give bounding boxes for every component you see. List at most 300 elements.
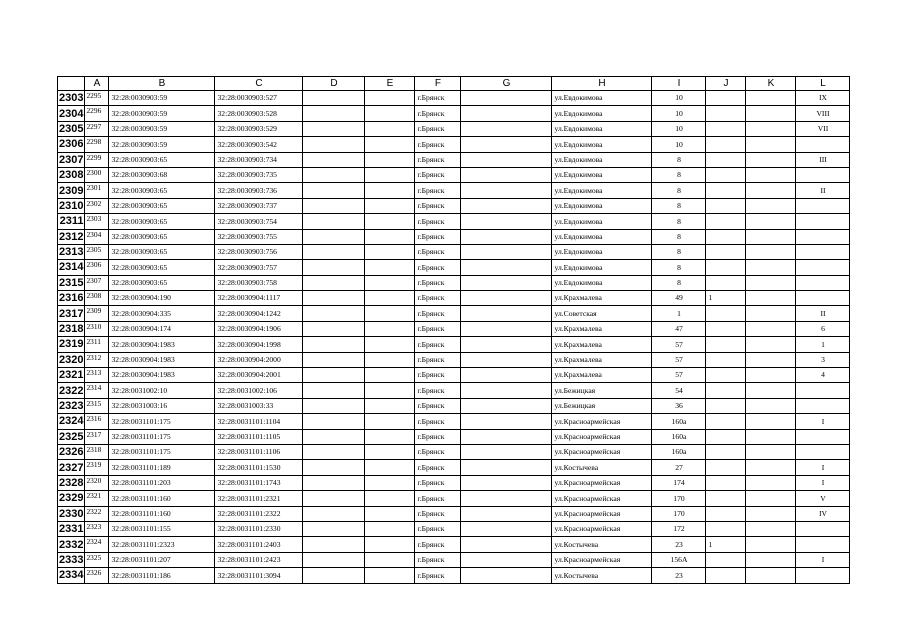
cell-g[interactable] [461, 291, 552, 306]
cell-c[interactable]: 32:28:0031002:106 [215, 383, 303, 398]
cell-h[interactable]: ул.Красноармейская [552, 506, 652, 521]
cell-h[interactable]: ул.Евдокимова [552, 152, 652, 167]
cell-i[interactable]: 23 [652, 537, 706, 552]
cell-a[interactable]: 2323 [85, 521, 109, 536]
cell-i[interactable]: 8 [652, 229, 706, 244]
cell-l[interactable]: II [796, 183, 850, 198]
cell-c[interactable]: 32:28:0030903:736 [215, 183, 303, 198]
cell-b[interactable]: 32:28:0031101:2323 [109, 537, 215, 552]
row-number[interactable]: 2303 [59, 92, 84, 105]
cell-h[interactable]: ул.Евдокимова [552, 183, 652, 198]
row-number[interactable]: 2312 [59, 230, 84, 243]
cell-h[interactable]: ул.Евдокимова [552, 137, 652, 152]
cell-l[interactable] [796, 444, 850, 459]
cell-j[interactable] [706, 475, 746, 490]
cell-i[interactable]: 10 [652, 121, 706, 136]
cell-l[interactable]: I [796, 414, 850, 429]
cell-k[interactable] [746, 383, 796, 398]
cell-h[interactable]: ул.Евдокимова [552, 91, 652, 106]
cell-i[interactable]: 156А [652, 552, 706, 567]
cell-j[interactable] [706, 460, 746, 475]
cell-j[interactable] [706, 306, 746, 321]
cell-d[interactable] [303, 291, 365, 306]
cell-b[interactable]: 32:28:0030904:335 [109, 306, 215, 321]
cell-c[interactable]: 32:28:0030904:1906 [215, 321, 303, 336]
row-number[interactable]: 2326 [59, 446, 84, 459]
cell-c[interactable]: 32:28:0031101:1106 [215, 444, 303, 459]
cell-k[interactable] [746, 229, 796, 244]
cell-e[interactable] [365, 121, 415, 136]
cell-l[interactable]: III [796, 152, 850, 167]
row-number[interactable]: 2331 [59, 523, 84, 536]
cell-a[interactable]: 2315 [85, 398, 109, 413]
cell-h[interactable]: ул.Красноармейская [552, 429, 652, 444]
cell-j[interactable] [706, 244, 746, 259]
cell-j[interactable] [706, 214, 746, 229]
row-number[interactable]: 2325 [59, 430, 84, 443]
cell-h[interactable]: ул.Бежицкая [552, 383, 652, 398]
cell-c[interactable]: 32:28:0030903:737 [215, 198, 303, 213]
cell-a[interactable]: 2326 [85, 568, 109, 583]
row-number[interactable]: 2333 [59, 553, 84, 566]
cell-b[interactable]: 32:28:0030903:59 [109, 137, 215, 152]
cell-j[interactable] [706, 275, 746, 290]
cell-g[interactable] [461, 260, 552, 275]
cell-k[interactable] [746, 552, 796, 567]
cell-c[interactable]: 32:28:0030903:527 [215, 91, 303, 106]
cell-h[interactable]: ул.Крахмалева [552, 321, 652, 336]
cell-d[interactable] [303, 460, 365, 475]
cell-k[interactable] [746, 106, 796, 121]
cell-i[interactable]: 8 [652, 183, 706, 198]
cell-g[interactable] [461, 244, 552, 259]
cell-g[interactable] [461, 475, 552, 490]
cell-l[interactable]: I [796, 552, 850, 567]
cell-k[interactable] [746, 167, 796, 182]
cell-c[interactable]: 32:28:0031101:3094 [215, 568, 303, 583]
column-header-c[interactable]: C [215, 77, 303, 91]
cell-j[interactable] [706, 91, 746, 106]
cell-l[interactable]: 4 [796, 368, 850, 383]
cell-b[interactable]: 32:28:0030903:65 [109, 152, 215, 167]
cell-j[interactable] [706, 552, 746, 567]
row-number[interactable]: 2314 [59, 261, 84, 274]
cell-j[interactable]: 1 [706, 291, 746, 306]
row-number[interactable]: 2307 [59, 153, 84, 166]
cell-b[interactable]: 32:28:0031101:175 [109, 414, 215, 429]
cell-l[interactable]: 1 [796, 337, 850, 352]
cell-c[interactable]: 32:28:0030904:2000 [215, 352, 303, 367]
cell-d[interactable] [303, 368, 365, 383]
cell-f[interactable]: г.Брянск [415, 398, 461, 413]
cell-a[interactable]: 2303 [85, 214, 109, 229]
cell-d[interactable] [303, 352, 365, 367]
cell-f[interactable]: г.Брянск [415, 321, 461, 336]
cell-l[interactable]: I [796, 460, 850, 475]
row-number[interactable]: 2321 [59, 369, 84, 382]
cell-h[interactable]: ул.Костычева [552, 537, 652, 552]
cell-d[interactable] [303, 183, 365, 198]
cell-c[interactable]: 32:28:0030903:529 [215, 121, 303, 136]
cell-j[interactable] [706, 106, 746, 121]
cell-l[interactable] [796, 429, 850, 444]
cell-b[interactable]: 32:28:0030904:1983 [109, 337, 215, 352]
cell-e[interactable] [365, 429, 415, 444]
cell-l[interactable] [796, 244, 850, 259]
row-number[interactable]: 2318 [59, 323, 84, 336]
cell-l[interactable] [796, 229, 850, 244]
cell-b[interactable]: 32:28:0031002:10 [109, 383, 215, 398]
cell-k[interactable] [746, 429, 796, 444]
cell-e[interactable] [365, 321, 415, 336]
cell-k[interactable] [746, 183, 796, 198]
cell-d[interactable] [303, 91, 365, 106]
cell-d[interactable] [303, 106, 365, 121]
cell-g[interactable] [461, 275, 552, 290]
cell-c[interactable]: 32:28:0030903:528 [215, 106, 303, 121]
row-number[interactable]: 2304 [59, 107, 84, 120]
cell-i[interactable]: 8 [652, 152, 706, 167]
cell-e[interactable] [365, 552, 415, 567]
cell-d[interactable] [303, 398, 365, 413]
cell-d[interactable] [303, 475, 365, 490]
cell-h[interactable]: ул.Красноармейская [552, 552, 652, 567]
cell-a[interactable]: 2310 [85, 321, 109, 336]
cell-h[interactable]: ул.Красноармейская [552, 444, 652, 459]
column-header-b[interactable]: B [109, 77, 215, 91]
cell-e[interactable] [365, 537, 415, 552]
cell-i[interactable]: 160а [652, 444, 706, 459]
cell-k[interactable] [746, 137, 796, 152]
cell-b[interactable]: 32:28:0031101:207 [109, 552, 215, 567]
cell-f[interactable]: г.Брянск [415, 106, 461, 121]
row-number[interactable]: 2328 [59, 476, 84, 489]
cell-d[interactable] [303, 167, 365, 182]
cell-g[interactable] [461, 306, 552, 321]
cell-a[interactable]: 2304 [85, 229, 109, 244]
cell-f[interactable]: г.Брянск [415, 291, 461, 306]
cell-c[interactable]: 32:28:0030903:758 [215, 275, 303, 290]
column-header-k[interactable]: K [746, 77, 796, 91]
cell-g[interactable] [461, 337, 552, 352]
cell-f[interactable]: г.Брянск [415, 352, 461, 367]
cell-g[interactable] [461, 91, 552, 106]
cell-a[interactable]: 2296 [85, 106, 109, 121]
cell-h[interactable]: ул.Красноармейская [552, 414, 652, 429]
cell-k[interactable] [746, 475, 796, 490]
cell-j[interactable] [706, 137, 746, 152]
cell-g[interactable] [461, 429, 552, 444]
cell-l[interactable] [796, 137, 850, 152]
cell-g[interactable] [461, 460, 552, 475]
row-number[interactable]: 2319 [59, 338, 84, 351]
cell-h[interactable]: ул.Евдокимова [552, 106, 652, 121]
cell-h[interactable]: ул.Крахмалева [552, 337, 652, 352]
cell-e[interactable] [365, 198, 415, 213]
cell-b[interactable]: 32:28:0030903:65 [109, 229, 215, 244]
cell-g[interactable] [461, 214, 552, 229]
cell-i[interactable]: 160а [652, 429, 706, 444]
cell-e[interactable] [365, 352, 415, 367]
cell-h[interactable]: ул.Евдокимова [552, 260, 652, 275]
cell-f[interactable]: г.Брянск [415, 414, 461, 429]
cell-a[interactable]: 2319 [85, 460, 109, 475]
row-number[interactable]: 2330 [59, 507, 84, 520]
cell-c[interactable]: 32:28:0031101:2322 [215, 506, 303, 521]
cell-l[interactable]: VIII [796, 106, 850, 121]
cell-f[interactable]: г.Брянск [415, 275, 461, 290]
cell-b[interactable]: 32:28:0031101:175 [109, 429, 215, 444]
cell-a[interactable]: 2316 [85, 414, 109, 429]
column-header-d[interactable]: D [303, 77, 365, 91]
cell-i[interactable]: 174 [652, 475, 706, 490]
row-number[interactable]: 2315 [59, 276, 84, 289]
cell-h[interactable]: ул.Костычева [552, 568, 652, 583]
cell-f[interactable]: г.Брянск [415, 183, 461, 198]
cell-d[interactable] [303, 229, 365, 244]
cell-h[interactable]: ул.Красноармейская [552, 521, 652, 536]
cell-b[interactable]: 32:28:0031101:160 [109, 506, 215, 521]
cell-d[interactable] [303, 491, 365, 506]
cell-j[interactable] [706, 121, 746, 136]
corner-cell[interactable] [58, 77, 85, 91]
cell-l[interactable] [796, 537, 850, 552]
cell-g[interactable] [461, 352, 552, 367]
cell-b[interactable]: 32:28:0031101:189 [109, 460, 215, 475]
cell-l[interactable] [796, 291, 850, 306]
column-header-l[interactable]: L [796, 77, 850, 91]
cell-l[interactable]: IX [796, 91, 850, 106]
cell-e[interactable] [365, 106, 415, 121]
cell-l[interactable] [796, 383, 850, 398]
cell-d[interactable] [303, 337, 365, 352]
cell-i[interactable]: 10 [652, 137, 706, 152]
cell-j[interactable] [706, 491, 746, 506]
cell-a[interactable]: 2320 [85, 475, 109, 490]
row-number[interactable]: 2305 [59, 122, 84, 135]
cell-i[interactable]: 8 [652, 214, 706, 229]
cell-d[interactable] [303, 506, 365, 521]
cell-i[interactable]: 160а [652, 414, 706, 429]
cell-k[interactable] [746, 306, 796, 321]
cell-c[interactable]: 32:28:0031101:1104 [215, 414, 303, 429]
column-header-h[interactable]: H [552, 77, 652, 91]
cell-a[interactable]: 2299 [85, 152, 109, 167]
cell-i[interactable]: 170 [652, 506, 706, 521]
cell-f[interactable]: г.Брянск [415, 198, 461, 213]
cell-c[interactable]: 32:28:0030903:735 [215, 167, 303, 182]
cell-a[interactable]: 2314 [85, 383, 109, 398]
column-header-i[interactable]: I [652, 77, 706, 91]
cell-i[interactable]: 8 [652, 244, 706, 259]
cell-a[interactable]: 2325 [85, 552, 109, 567]
cell-b[interactable]: 32:28:0030903:59 [109, 121, 215, 136]
cell-b[interactable]: 32:28:0030904:174 [109, 321, 215, 336]
column-header-a[interactable]: A [85, 77, 109, 91]
cell-j[interactable] [706, 429, 746, 444]
cell-a[interactable]: 2300 [85, 167, 109, 182]
cell-i[interactable]: 1 [652, 306, 706, 321]
cell-k[interactable] [746, 521, 796, 536]
cell-j[interactable] [706, 352, 746, 367]
cell-j[interactable] [706, 506, 746, 521]
cell-j[interactable] [706, 183, 746, 198]
cell-g[interactable] [461, 506, 552, 521]
cell-g[interactable] [461, 183, 552, 198]
cell-e[interactable] [365, 167, 415, 182]
cell-f[interactable]: г.Брянск [415, 568, 461, 583]
cell-h[interactable]: ул.Красноармейская [552, 475, 652, 490]
cell-b[interactable]: 32:28:0030903:65 [109, 260, 215, 275]
cell-f[interactable]: г.Брянск [415, 368, 461, 383]
cell-c[interactable]: 32:28:0030904:1242 [215, 306, 303, 321]
cell-g[interactable] [461, 229, 552, 244]
cell-b[interactable]: 32:28:0031003:16 [109, 398, 215, 413]
column-header-e[interactable]: E [365, 77, 415, 91]
cell-j[interactable] [706, 337, 746, 352]
cell-d[interactable] [303, 552, 365, 567]
cell-k[interactable] [746, 506, 796, 521]
cell-h[interactable]: ул.Красноармейская [552, 491, 652, 506]
cell-f[interactable]: г.Брянск [415, 552, 461, 567]
cell-l[interactable] [796, 198, 850, 213]
cell-k[interactable] [746, 568, 796, 583]
cell-c[interactable]: 32:28:0030904:2001 [215, 368, 303, 383]
cell-f[interactable]: г.Брянск [415, 460, 461, 475]
cell-j[interactable] [706, 229, 746, 244]
cell-k[interactable] [746, 275, 796, 290]
cell-g[interactable] [461, 121, 552, 136]
cell-d[interactable] [303, 121, 365, 136]
cell-a[interactable]: 2313 [85, 368, 109, 383]
cell-k[interactable] [746, 321, 796, 336]
cell-i[interactable]: 8 [652, 260, 706, 275]
cell-d[interactable] [303, 321, 365, 336]
cell-d[interactable] [303, 137, 365, 152]
cell-f[interactable]: г.Брянск [415, 383, 461, 398]
cell-h[interactable]: ул.Евдокимова [552, 229, 652, 244]
cell-k[interactable] [746, 537, 796, 552]
row-number[interactable]: 2317 [59, 307, 84, 320]
cell-c[interactable]: 32:28:0030903:756 [215, 244, 303, 259]
cell-h[interactable]: ул.Крахмалева [552, 368, 652, 383]
column-header-f[interactable]: F [415, 77, 461, 91]
cell-k[interactable] [746, 152, 796, 167]
cell-f[interactable]: г.Брянск [415, 475, 461, 490]
cell-i[interactable]: 8 [652, 167, 706, 182]
cell-d[interactable] [303, 568, 365, 583]
cell-g[interactable] [461, 444, 552, 459]
cell-l[interactable]: VII [796, 121, 850, 136]
row-number[interactable]: 2329 [59, 492, 84, 505]
cell-e[interactable] [365, 275, 415, 290]
cell-d[interactable] [303, 275, 365, 290]
cell-c[interactable]: 32:28:0030903:757 [215, 260, 303, 275]
cell-l[interactable]: 6 [796, 321, 850, 336]
cell-j[interactable] [706, 152, 746, 167]
cell-l[interactable] [796, 260, 850, 275]
cell-f[interactable]: г.Брянск [415, 214, 461, 229]
cell-k[interactable] [746, 368, 796, 383]
cell-g[interactable] [461, 368, 552, 383]
cell-i[interactable]: 57 [652, 368, 706, 383]
cell-f[interactable]: г.Брянск [415, 444, 461, 459]
cell-g[interactable] [461, 398, 552, 413]
cell-e[interactable] [365, 444, 415, 459]
cell-i[interactable]: 57 [652, 352, 706, 367]
cell-c[interactable]: 32:28:0031101:1743 [215, 475, 303, 490]
cell-e[interactable] [365, 398, 415, 413]
cell-i[interactable]: 57 [652, 337, 706, 352]
row-number[interactable]: 2322 [59, 384, 84, 397]
cell-l[interactable] [796, 275, 850, 290]
row-number[interactable]: 2308 [59, 169, 84, 182]
cell-f[interactable]: г.Брянск [415, 537, 461, 552]
cell-g[interactable] [461, 198, 552, 213]
cell-b[interactable]: 32:28:0030903:65 [109, 183, 215, 198]
cell-e[interactable] [365, 291, 415, 306]
cell-k[interactable] [746, 460, 796, 475]
cell-i[interactable]: 10 [652, 91, 706, 106]
cell-a[interactable]: 2312 [85, 352, 109, 367]
cell-k[interactable] [746, 198, 796, 213]
cell-e[interactable] [365, 475, 415, 490]
cell-d[interactable] [303, 521, 365, 536]
cell-j[interactable] [706, 260, 746, 275]
cell-d[interactable] [303, 414, 365, 429]
cell-k[interactable] [746, 91, 796, 106]
cell-a[interactable]: 2295 [85, 91, 109, 106]
cell-a[interactable]: 2297 [85, 121, 109, 136]
cell-l[interactable]: V [796, 491, 850, 506]
cell-b[interactable]: 32:28:0030903:65 [109, 198, 215, 213]
cell-c[interactable]: 32:28:0031003:33 [215, 398, 303, 413]
cell-c[interactable]: 32:28:0030903:754 [215, 214, 303, 229]
cell-l[interactable]: I [796, 475, 850, 490]
cell-e[interactable] [365, 383, 415, 398]
cell-l[interactable] [796, 568, 850, 583]
cell-h[interactable]: ул.Крахмалева [552, 352, 652, 367]
row-number[interactable]: 2320 [59, 353, 84, 366]
cell-h[interactable]: ул.Советская [552, 306, 652, 321]
cell-a[interactable]: 2309 [85, 306, 109, 321]
cell-c[interactable]: 32:28:0031101:2321 [215, 491, 303, 506]
cell-i[interactable]: 23 [652, 568, 706, 583]
row-number[interactable]: 2311 [58, 214, 85, 229]
cell-h[interactable]: ул.Евдокимова [552, 198, 652, 213]
cell-b[interactable]: 32:28:0030904:1983 [109, 368, 215, 383]
cell-c[interactable]: 32:28:0031101:2330 [215, 521, 303, 536]
cell-f[interactable]: г.Брянск [415, 229, 461, 244]
cell-f[interactable]: г.Брянск [415, 91, 461, 106]
cell-d[interactable] [303, 306, 365, 321]
cell-j[interactable] [706, 198, 746, 213]
cell-d[interactable] [303, 244, 365, 259]
cell-g[interactable] [461, 106, 552, 121]
cell-b[interactable]: 32:28:0030904:1983 [109, 352, 215, 367]
cell-h[interactable]: ул.Евдокимова [552, 244, 652, 259]
cell-c[interactable]: 32:28:0030904:1998 [215, 337, 303, 352]
cell-b[interactable]: 32:28:0031101:186 [109, 568, 215, 583]
cell-c[interactable]: 32:28:0031101:1105 [215, 429, 303, 444]
cell-e[interactable] [365, 229, 415, 244]
row-number[interactable]: 2313 [59, 246, 84, 259]
cell-c[interactable]: 32:28:0030903:734 [215, 152, 303, 167]
cell-k[interactable] [746, 414, 796, 429]
cell-e[interactable] [365, 137, 415, 152]
cell-d[interactable] [303, 537, 365, 552]
row-number[interactable]: 2309 [59, 184, 84, 197]
